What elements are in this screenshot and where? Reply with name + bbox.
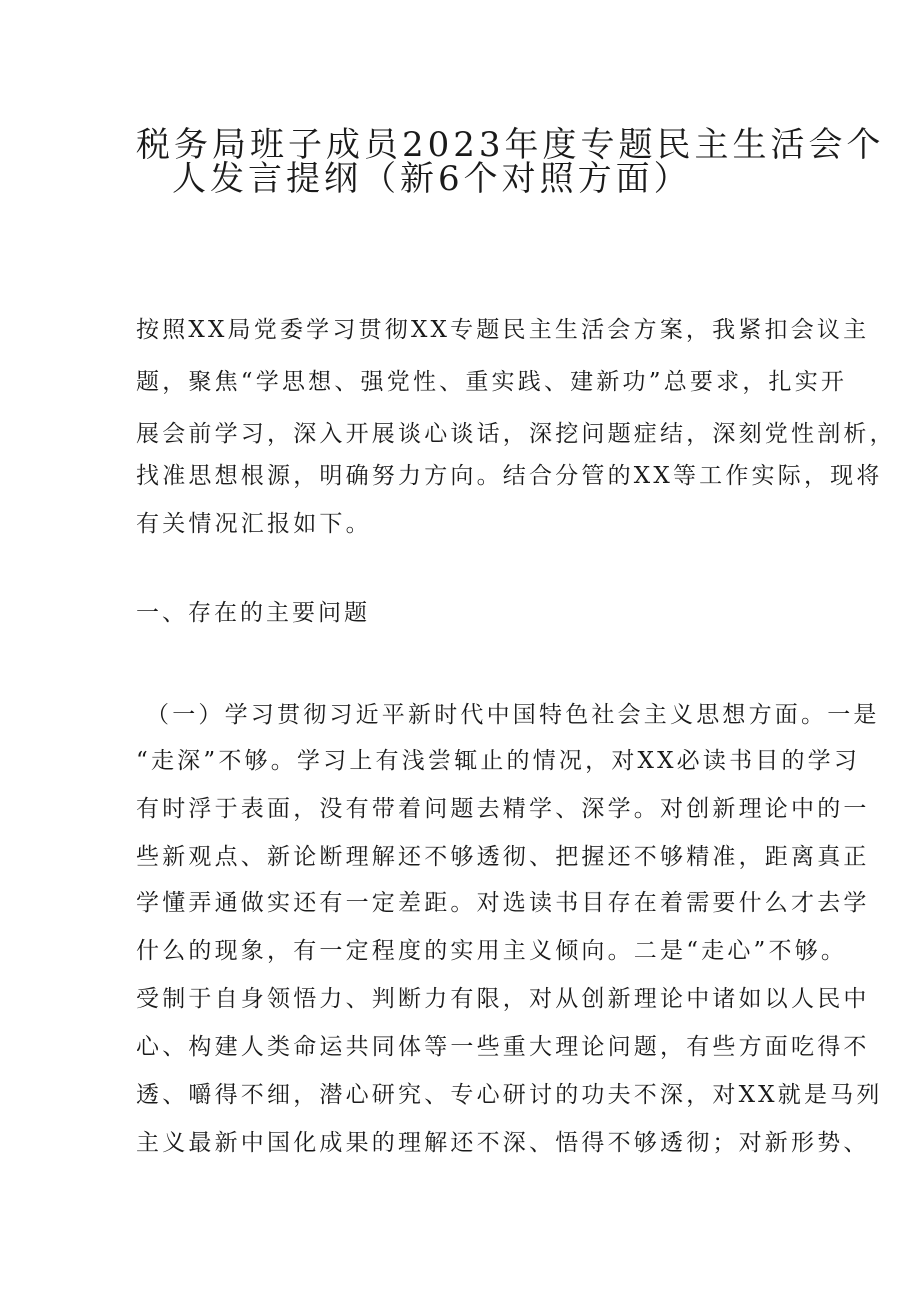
section-line: （一）学习贯彻习近平新时代中国特色社会主义思想方面。一是 <box>146 702 880 728</box>
section-line: 主义最新中国化成果的理解还不深、悟得不够透彻；对新形势、 <box>136 1130 870 1156</box>
document-title-line-2: 人发言提纲（新6个对照方面） <box>172 159 692 199</box>
section-line: 什么的现象，有一定程度的实用主义倾向。二是“走心”不够。 <box>136 938 848 964</box>
section-line: “走深”不够。学习上有浅尝辄止的情况，对XX必读书目的学习 <box>136 748 861 774</box>
section-line: 受制于自身领悟力、判断力有限，对从创新理论中诸如以人民中 <box>136 986 870 1012</box>
intro-line: 展会前学习，深入开展谈心谈话，深挖问题症结，深刻党性剖析， <box>136 421 896 447</box>
intro-line: 找准思想根源，明确努力方向。结合分管的XX等工作实际，现将 <box>136 463 883 489</box>
section-line: 透、嚼得不细，潜心研究、专心研讨的功夫不深，对XX就是马列 <box>136 1082 883 1108</box>
section-line: 些新观点、新论断理解还不够透彻、把握还不够精准，距离真正 <box>136 844 870 870</box>
section-line: 心、构建人类命运共同体等一些重大理论问题，有些方面吃得不 <box>136 1034 870 1060</box>
intro-line: 有关情况汇报如下。 <box>136 511 372 537</box>
section-heading: 一、存在的主要问题 <box>136 600 370 626</box>
document-title-line-1: 税务局班子成员2023年度专题民主生活会个 <box>136 125 885 165</box>
intro-line: 按照XX局党委学习贯彻XX专题民主生活会方案，我紧扣会议主 <box>136 317 870 343</box>
section-line: 学懂弄通做实还有一定差距。对选读书目存在着需要什么才去学 <box>136 890 870 916</box>
section-line: 有时浮于表面，没有带着问题去精学、深学。对创新理论中的一 <box>136 796 870 822</box>
intro-line: 题，聚焦“学思想、强党性、重实践、建新功”总要求，扎实开 <box>136 369 848 395</box>
